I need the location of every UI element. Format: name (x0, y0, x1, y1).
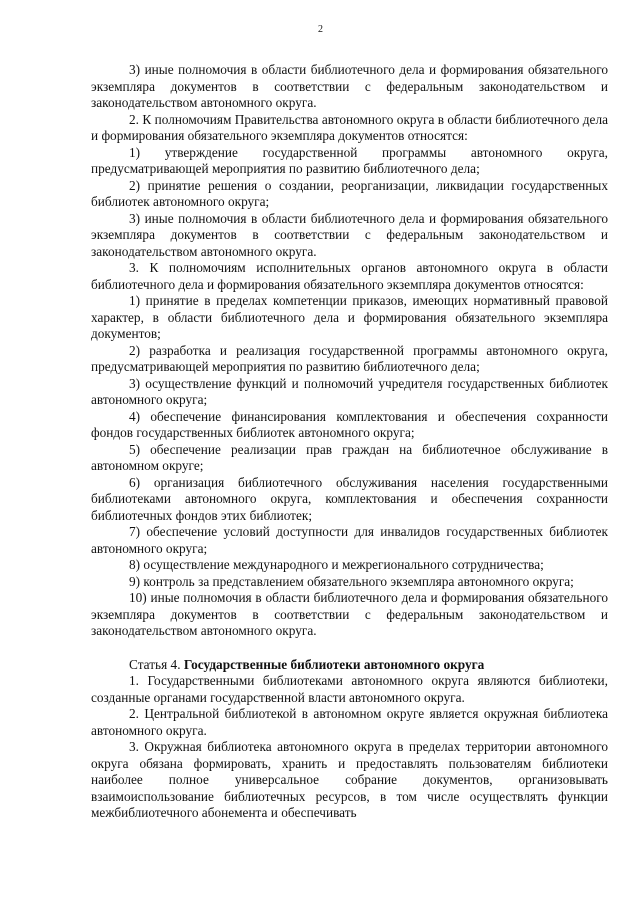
paragraph: 10) иные полномочия в области библиотечного дела и формирования обязательного экземпляра документов в соответствии с федеральным законодательством и законодательством автономного округа. (91, 590, 608, 638)
paragraph: 1) утверждение государственной программы автономного округа, предусматривающей мероприятия по развитию библиотечного дела; (91, 144, 608, 176)
paragraph: 3) иные полномочия в области библиотечного дела и формирования обязательного экземпляра документов в соответствии с федеральным законодательством и законодательством автономного округа. (91, 62, 608, 110)
paragraph: 2) разработка и реализация государственной программы автономного округа, предусматривающей мероприятия по развитию библиотечного дела; (91, 342, 608, 374)
paragraph: 3) осуществление функций и полномочий учредителя государственных библиотек автономного округа; (91, 375, 608, 407)
page-number: 2 (318, 24, 323, 35)
paragraph: 6) организация библиотечного обслуживания населения государственными библиотеками автономного округа, комплектования и обеспечения сохранности библиотечных фондов этих библиотек; (91, 474, 608, 523)
paragraph: 3. К полномочиям исполнительных органов автономного округа в области библиотечного дела и формирования обязательного экземпляра документов относятся: (91, 260, 608, 292)
article-paragraph: 2. Центральной библиотекой в автономном округе является окружная библиотека автономного округа. (91, 706, 608, 738)
article-paragraph: 1. Государственными библиотеками автономного округа являются библиотеки, созданные органами государственной власти автономного округа. (91, 673, 608, 705)
paragraph: 4) обеспечение финансирования комплектования и обеспечения сохранности фондов государственных библиотек автономного округа; (91, 408, 608, 440)
article-prefix: Статья 4. (129, 656, 184, 672)
article-title: Государственные библиотеки автономного округа (183, 656, 485, 672)
paragraph: 7) обеспечение условий доступности для инвалидов государственных библиотек автономного округа; (91, 524, 608, 556)
paragraph: 3) иные полномочия в области библиотечного дела и формирования обязательного экземпляра документов в соответствии с федеральным законодательством и законодательством автономного округа. (91, 210, 608, 259)
paragraph: 1) принятие в пределах компетенции приказов, имеющих нормативный правовой характер, в области библиотечного дела и формирования обязательного экземпляра документов; (91, 293, 608, 341)
paragraph: 2. К полномочиям Правительства автономного округа в области библиотечного дела и формирования обязательного экземпляра документов относятся: (91, 111, 608, 143)
paragraph: 9) контроль за представлением обязательного экземпляра автономного округа; (129, 573, 574, 589)
paragraph: 2) принятие решения о создании, реорганизации, ликвидации государственных библиотек автономного округа; (91, 177, 608, 209)
article-heading (91, 657, 608, 674)
article-paragraph: 3. Окружная библиотека автономного округа в пределах территории автономного округа обязана формировать, хранить и предоставлять пользователям библиотеки наиболее полное универсальное собрание документов, организовывать взаимоиспользование библиотечных ресурсов, в том числе осуществлять функции межбиблиотечного абонемента и обеспечивать (91, 739, 608, 820)
paragraph: 5) обеспечение реализации прав граждан на библиотечное обслуживание в автономном округе; (91, 441, 608, 473)
paragraph: 8) осуществление международного и межрегионального сотрудничества; (129, 557, 544, 572)
